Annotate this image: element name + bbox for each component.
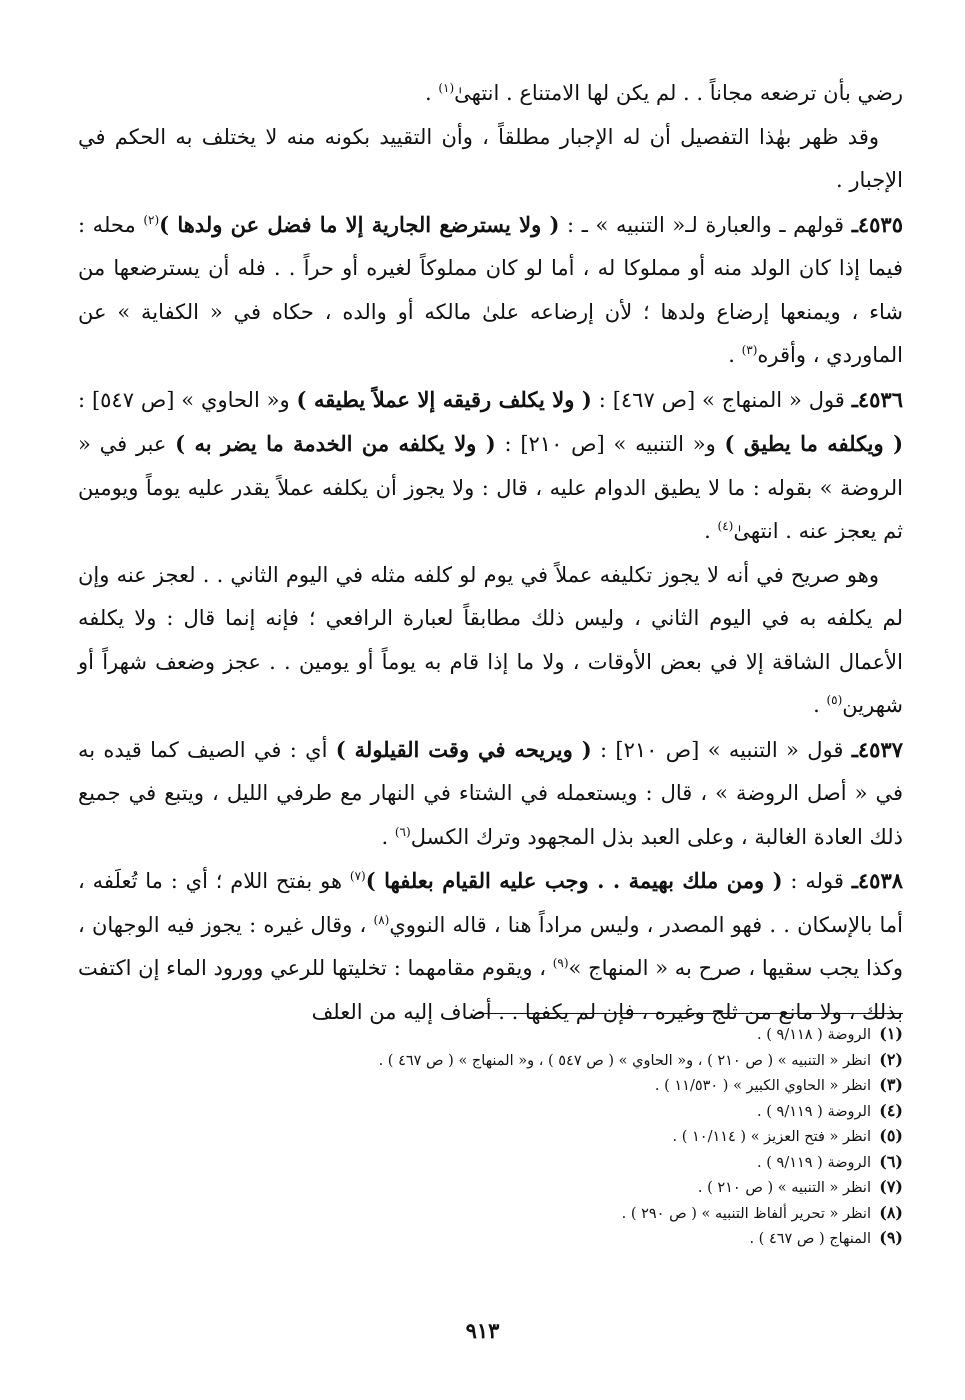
footnote-ref[interactable]: (٨) [373, 912, 390, 927]
quoted-text: ( ومن ملك بهيمة . . وجب عليه القيام بعلفها ) [365, 868, 783, 893]
footnote-number: (٩) [879, 1228, 903, 1247]
paragraph-issue-4535 [78, 203, 903, 378]
footnote-text: الروضة ( ٩/١١٩ ) . [757, 1154, 871, 1171]
quoted-text: ( ويريحه في وقت القيلولة ) [335, 736, 592, 762]
text-run: قولهم ـ والعبارة لـ« التنبيه » ـ : [559, 212, 852, 237]
text-run: . [728, 343, 742, 367]
text-run: ، وقال غيره : يجوز فيه الوجهان ، وكذا يجب سقيها ، صرح به « المنهاج » [78, 912, 903, 980]
footnote-ref[interactable]: (١) [438, 81, 455, 95]
main-text [78, 72, 903, 1034]
text-run: ، ويقوم مقامهما : تخليتها للرعي وورود الماء إن اكتفت بذلك ، ولا مانع من ثلج وغيره ، فإن لم يكفها . . أضاف إليه من العلف [78, 956, 903, 1024]
footnote-item [78, 1175, 903, 1201]
footnote-number: (٦) [879, 1151, 903, 1171]
footnote-text: المنهاج ( ص ٤٦٧ ) . [749, 1231, 871, 1247]
footnote-number: (٨) [879, 1202, 903, 1222]
footnote-ref[interactable]: (٦) [394, 824, 411, 839]
footnote-item [78, 1124, 903, 1150]
footnote-text: انظر « التنبيه » ( ص ٢١٠ ) ، و« الحاوي » ( ص ٥٤٧ ) ، و« المنهاج » ( ص ٤٦٧ ) . [378, 1052, 871, 1069]
footnote-item [78, 1022, 903, 1048]
text-run: قوله : [782, 869, 852, 893]
paragraph-2 [78, 116, 903, 203]
paragraph-1 [78, 72, 903, 116]
footnote-text: الروضة ( ٩/١١٨ ) . [757, 1027, 871, 1043]
text-run: قول « المنهاج » [ص ٤٦٧] : [591, 387, 852, 412]
text-run: و« الحاوي » [ص ٥٤٧] : [78, 387, 297, 412]
footnote-ref[interactable]: (٣) [741, 343, 758, 357]
footnotes-list [78, 1022, 903, 1252]
text-run: وهو صريح في أنه لا يجوز تكليفه عملاً في يوم لو كلفه مثله في اليوم الثاني . . لعجز عنه وإن لم يكلفه به في اليوم الثاني ، وليس ذلك مطابقاً لعبارة الرافعي ؛ فإنه إنما قال : ولا يكلفه الأعمال الشاقة إلا في بعض الأوقات ، ولا ما إذا قام به يوماً أو يومين . . عجز وضعف شهراً أو شهرين [78, 562, 903, 717]
page-number: ٩١٣ [465, 1318, 500, 1343]
footnote-ref[interactable]: (٩) [552, 956, 569, 970]
footnote-ref[interactable]: (٥) [826, 693, 843, 707]
footnote-number: (٥) [879, 1126, 903, 1145]
text-run: أي : في الصيف كما قيده به في « أصل الروضة » ، قال : ويستعمله في الشتاء في النهار مع طرفي الليل ، ويتبع في جميع ذلك العادة الغالبة ، وعلى العبد بذل المجهود وترك الكسل [78, 737, 903, 849]
paragraph-issue-4537 [78, 728, 903, 860]
text-run: . [424, 81, 439, 105]
issue-number: ٤٥٣٦ـ [851, 386, 903, 412]
footnote-text: الروضة ( ٩/١١٩ ) . [757, 1103, 871, 1120]
footnote-ref[interactable]: (٢) [143, 212, 160, 227]
footnote-item [78, 1226, 903, 1252]
footnote-number: (٣) [879, 1075, 903, 1094]
footnote-separator [478, 1013, 903, 1014]
footnote-item [78, 1048, 903, 1074]
paragraph-issue-4538 [78, 859, 903, 1034]
text-run: . [813, 693, 827, 717]
footnote-ref[interactable]: (٤) [717, 519, 734, 533]
footnote-item [78, 1150, 903, 1176]
footnote-number: (٤) [879, 1100, 903, 1120]
quoted-text: ( ولا يسترضع الجارية إلا ما فضل عن ولدها ) [159, 211, 560, 237]
footnote-number: (٧) [879, 1177, 903, 1196]
text-run: و« التنبيه » [ص ٢١٠] : [495, 432, 725, 456]
text-run: . [704, 519, 718, 543]
text-run: وقد ظهر بهٰذا التفصيل أن له الإجبار مطلقاً ، وأن التقييد بكونه منه لا يختلف به الحكم في الإجبار . [78, 124, 903, 192]
footnote-item [78, 1073, 903, 1099]
quoted-text: ( ولا يكلف رقيقه إلا عملاً يطيقه ) [296, 386, 592, 412]
quoted-text: ( ويكلفه ما يطيق ) [724, 431, 904, 456]
footnote-number: (٢) [879, 1049, 903, 1069]
text-run: محله : فيما إذا كان الولد منه أو مملوكا له ، أما لو كان مملوكاً لغيره أو حراً . . فله أن يسترضعها من شاء ، ويمنعها إرضاع ولدها ؛ لأن إرضاعه علىٰ مالكه أو والده ، حكاه في « الكفاية » عن الماوردي ، وأقره [78, 212, 903, 367]
text-run: . [381, 824, 395, 849]
issue-number: ٤٥٣٧ـ [851, 736, 903, 762]
footnote-ref[interactable]: (٧) [349, 869, 366, 883]
text-run: قول « التنبيه » [ص ٢١٠] : [591, 737, 852, 762]
paragraph-issue-4536 [78, 378, 903, 554]
quoted-text: ( ولا يكلفه من الخدمة ما يضر به ) [175, 431, 496, 456]
issue-number: ٤٥٣٨ـ [851, 868, 904, 893]
issue-number: ٤٥٣٥ـ [851, 211, 903, 237]
footnote-item [78, 1099, 903, 1125]
text-run: عبر في « الروضة » بقوله : ما لا يطيق الدوام عليه ، قال : ولا يجوز أن يكلفه عملاً يقدر عليه يوماً ويومين ثم يعجز عنه . انتهىٰ [78, 432, 903, 543]
text-run: هو بفتح اللام ؛ أي : ما تُعلَفه ، أما بالإسكان . . فهو المصدر ، وليس مراداً هنا ، قاله النووي [78, 869, 903, 937]
footnote-text: انظر « فتح العزيز » ( ١٠/١١٤ ) . [672, 1129, 871, 1145]
paragraph-5 [78, 554, 903, 728]
footnote-item [78, 1201, 903, 1227]
text-run: رضي بأن ترضعه مجاناً . . لم يكن لها الامتناع . انتهىٰ [454, 81, 903, 105]
footnote-text: انظر « التنبيه » ( ص ٢١٠ ) . [697, 1180, 871, 1196]
footnote-text: انظر « تحرير ألفاظ التنبيه » ( ص ٢٩٠ ) . [621, 1205, 871, 1222]
footnote-text: انظر « الحاوي الكبير » ( ١١/٥٣٠ ) . [654, 1078, 871, 1094]
footnote-number: (١) [879, 1024, 903, 1043]
